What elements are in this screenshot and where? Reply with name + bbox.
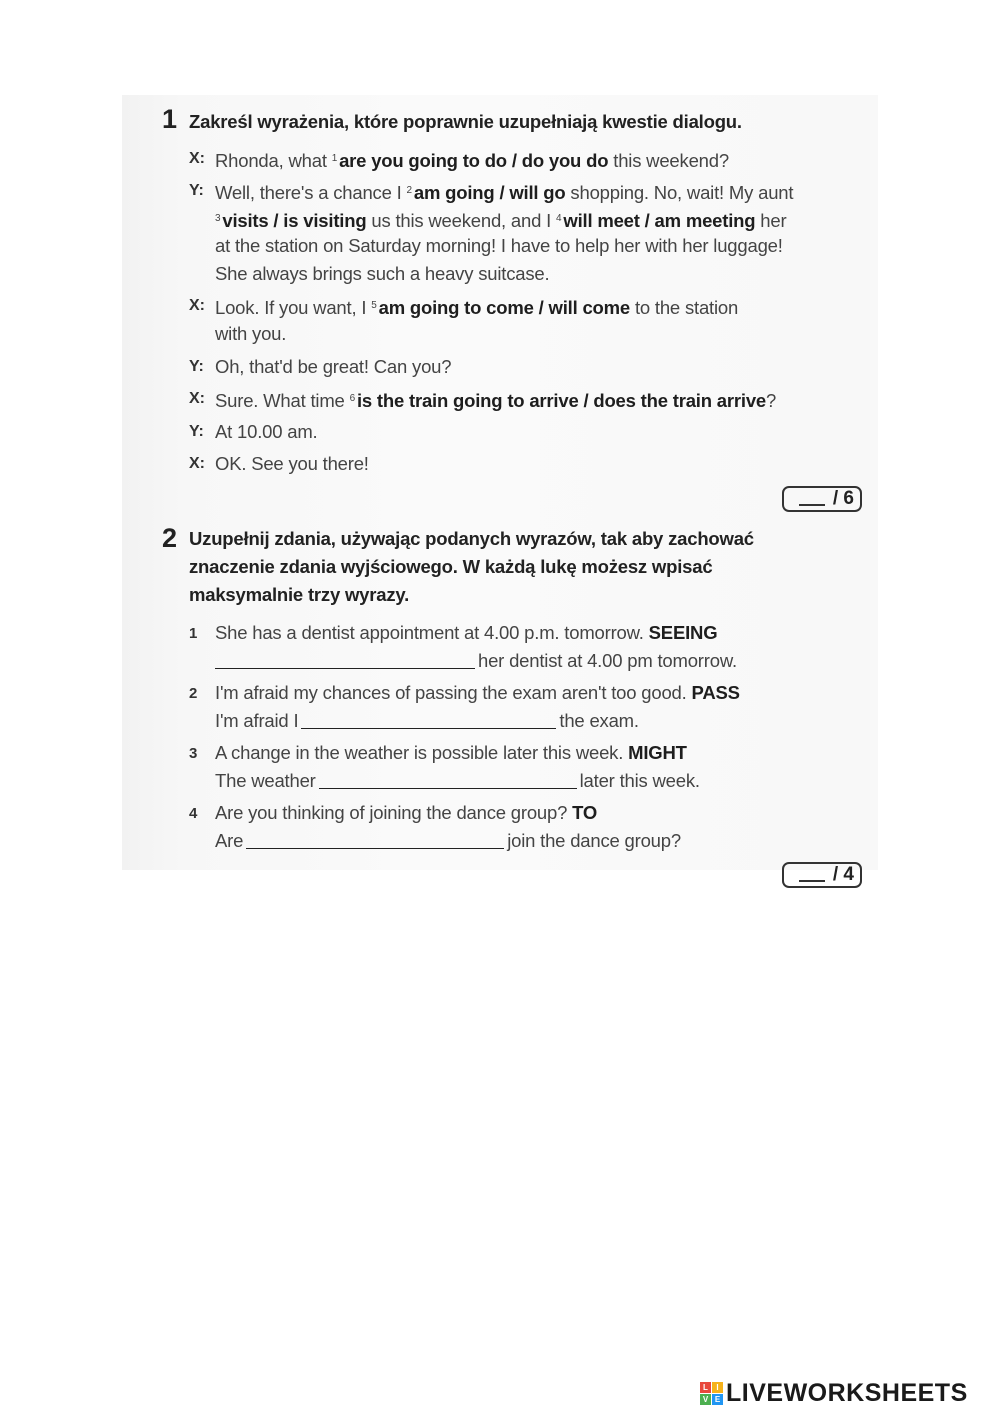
dialogue-text: Oh, that'd be great! Can you? xyxy=(215,356,452,377)
gap-number: 6 xyxy=(349,393,355,404)
item-1-number: 1 xyxy=(189,625,198,642)
exercise-2-score-box xyxy=(782,862,862,888)
dialogue-text: at the station on Saturday morning! I have to help her with her luggage! xyxy=(215,235,783,256)
dialogue-text: OK. See you there! xyxy=(215,453,369,474)
dialogue-text: shopping. No, wait! My aunt xyxy=(565,182,794,203)
logo-tile: I xyxy=(712,1382,723,1393)
exercise-2-instruction xyxy=(189,525,754,609)
item-3-keyword: MIGHT xyxy=(628,742,687,763)
item-3-number: 3 xyxy=(189,745,198,762)
dialogue-line xyxy=(215,292,738,322)
dialogue-line xyxy=(215,418,318,446)
exercise-2-score-total: / 4 xyxy=(832,864,854,885)
gap-number: 5 xyxy=(371,300,377,311)
dialogue-speaker: X: xyxy=(189,150,205,167)
exercise-1-instruction: Zakreśl wyrażenia, które poprawnie uzupełniają kwestie dialogu. xyxy=(189,111,742,132)
dialogue-line xyxy=(215,205,786,235)
dialogue-line xyxy=(215,320,286,348)
item-3-answer-line: The weather later this week. xyxy=(215,770,700,791)
dialogue-text: ? xyxy=(766,390,777,411)
exercise-1-number: 1 xyxy=(162,104,178,134)
item-4-answer-blank[interactable] xyxy=(246,830,504,849)
dialogue-speaker: X: xyxy=(189,390,205,407)
dialogue-speaker: Y: xyxy=(189,423,204,440)
instruction-line: Uzupełnij zdania, używając podanych wyrazów, tak aby zachować xyxy=(189,528,754,549)
dialogue-speaker: Y: xyxy=(189,182,204,199)
dialogue-line xyxy=(215,177,793,207)
dialogue-speaker: X: xyxy=(189,297,205,314)
answer-options[interactable]: is the train going to arrive / does the train arrive xyxy=(356,390,766,411)
item-1-keyword: SEEING xyxy=(648,622,718,643)
item-2-sentence: I'm afraid my chances of passing the exam aren't too good. PASS xyxy=(215,682,740,703)
instruction-line: znaczenie zdania wyjściowego. W każdą lukę możesz wpisać xyxy=(189,556,713,577)
dialogue-line xyxy=(215,260,549,288)
item-1-answer-line: her dentist at 4.00 pm tomorrow. xyxy=(215,647,737,675)
exercise-1-score-box xyxy=(782,486,862,512)
gap-number: 2 xyxy=(406,185,412,196)
answer-options[interactable]: are you going to do / do you do xyxy=(339,150,609,171)
item-1-answer-blank[interactable] xyxy=(215,650,475,669)
item-4-answer-line: Are join the dance group? xyxy=(215,830,681,851)
dialogue-text: Well, there's a chance I xyxy=(215,182,407,203)
liveworksheets-watermark xyxy=(700,1378,968,1408)
dialogue-text: She always brings such a heavy suitcase. xyxy=(215,262,550,284)
item-4-number: 4 xyxy=(189,805,198,822)
gap-number: 3 xyxy=(215,212,221,224)
logo-tile: E xyxy=(712,1394,723,1405)
dialogue-line xyxy=(215,145,729,175)
dialogue-text: Look. If you want, I xyxy=(215,297,372,318)
dialogue-line xyxy=(215,385,776,415)
dialogue-text: Sure. What time xyxy=(215,390,350,411)
dialogue-text: us this weekend, and I xyxy=(366,209,557,231)
logo-tile: L xyxy=(700,1382,711,1393)
dialogue-text: to the station xyxy=(630,297,739,318)
dialogue-line xyxy=(215,232,783,260)
dialogue-speaker: X: xyxy=(189,455,205,472)
score-blank[interactable] xyxy=(799,868,825,882)
item-2-number: 2 xyxy=(189,685,198,702)
score-blank[interactable] xyxy=(799,492,825,506)
dialogue-text: with you. xyxy=(215,322,287,344)
gap-number: 1 xyxy=(331,153,338,164)
dialogue-text: At 10.00 am. xyxy=(215,421,318,442)
dialogue-line xyxy=(215,450,369,478)
answer-options[interactable]: visits / is visiting xyxy=(222,209,367,231)
item-3-answer-blank[interactable] xyxy=(319,770,577,789)
instruction-line: maksymalnie trzy wyrazy. xyxy=(189,584,410,605)
dialogue-text: her xyxy=(755,209,787,231)
answer-options[interactable]: am going / will go xyxy=(413,182,566,203)
dialogue-text: Rhonda, what xyxy=(215,150,332,171)
liveworksheets-wordmark: LIVEWORKSHEETS xyxy=(726,1378,968,1407)
exercise-2-number: 2 xyxy=(162,523,178,553)
answer-options[interactable]: am going to come / will come xyxy=(378,297,630,318)
exercise-1-score-total: / 6 xyxy=(832,488,854,509)
dialogue-text: this weekend? xyxy=(608,150,729,171)
dialogue-speaker: Y: xyxy=(189,358,204,375)
liveworksheets-logo-icon xyxy=(700,1382,723,1405)
logo-tile: V xyxy=(700,1394,711,1405)
item-1-sentence: She has a dentist appointment at 4.00 p.m. tomorrow. SEEING xyxy=(215,622,718,643)
gap-number: 4 xyxy=(556,212,562,224)
item-2-answer-line: I'm afraid I the exam. xyxy=(215,710,639,731)
answer-options[interactable]: will meet / am meeting xyxy=(563,209,756,231)
item-2-keyword: PASS xyxy=(691,682,740,703)
dialogue-line xyxy=(215,353,451,381)
item-3-sentence: A change in the weather is possible later this week. MIGHT xyxy=(215,742,687,763)
item-4-keyword: TO xyxy=(572,802,598,823)
item-2-answer-blank[interactable] xyxy=(301,710,556,729)
item-4-sentence: Are you thinking of joining the dance group? TO xyxy=(215,802,598,823)
